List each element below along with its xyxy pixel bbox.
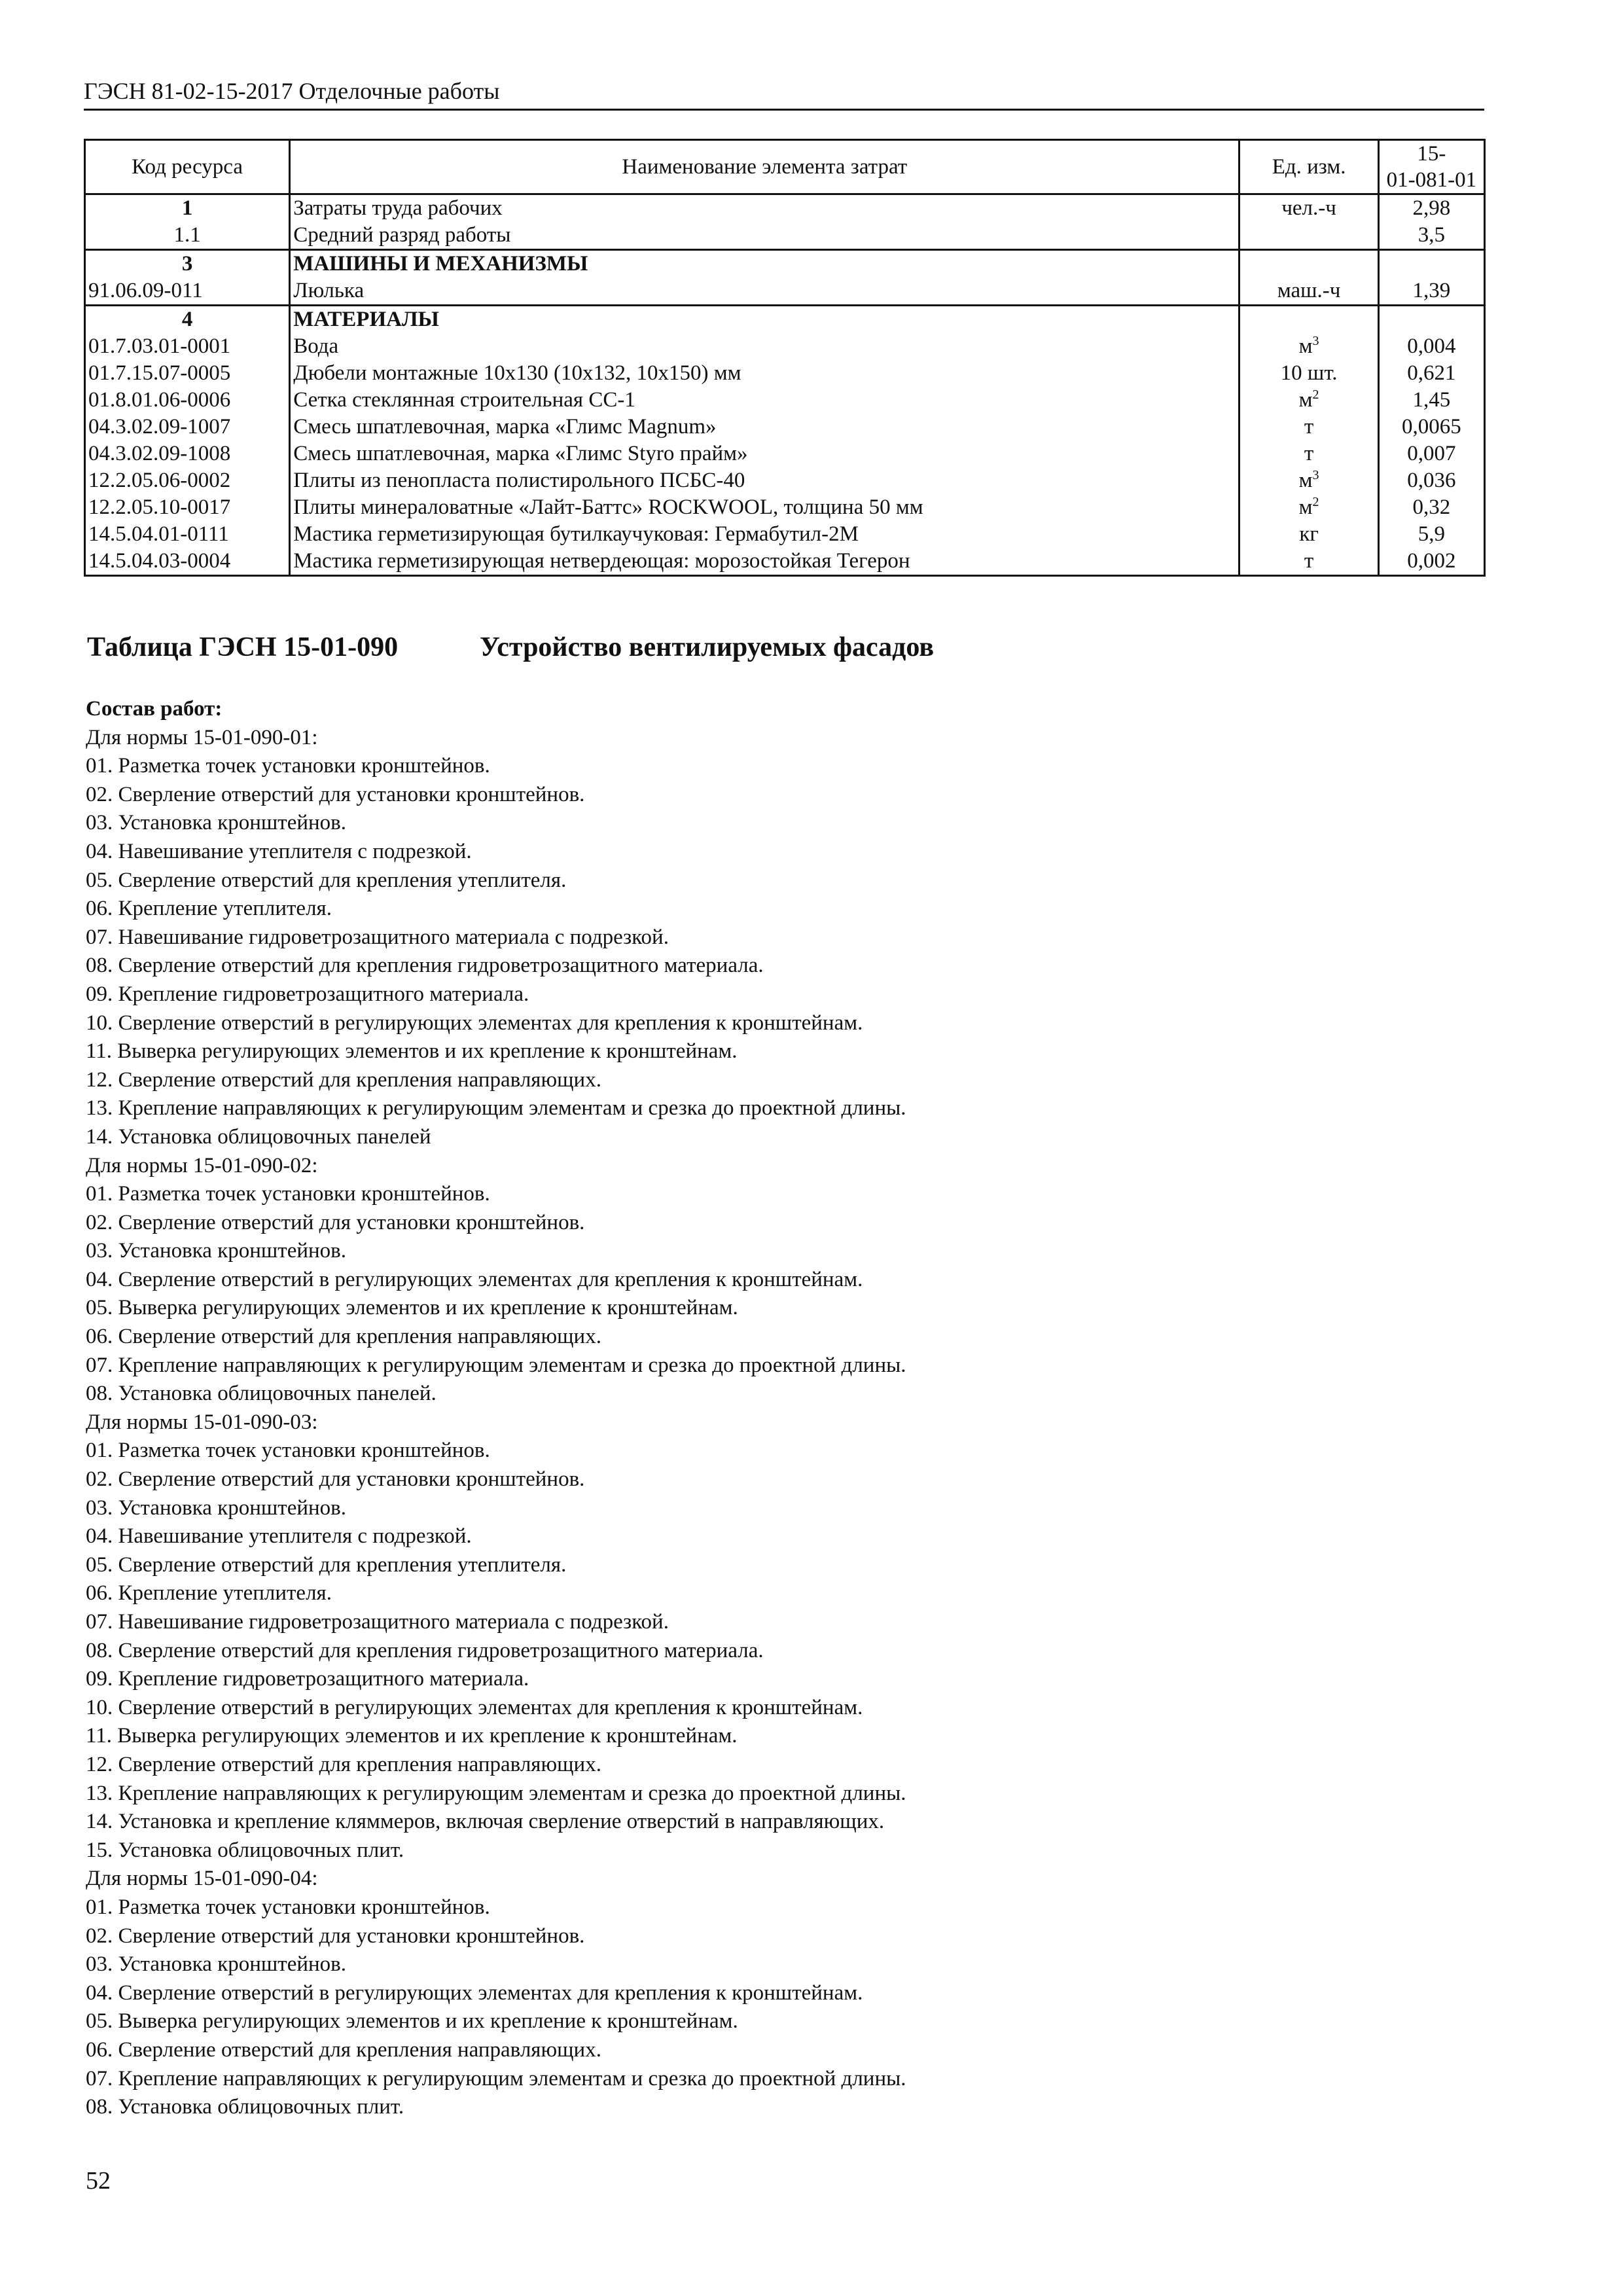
work-item: 14. Установка облицовочных панелей <box>86 1124 431 1149</box>
unit-cell: т <box>1240 414 1378 440</box>
table-row <box>85 222 1485 250</box>
value-cell: 2,98 <box>1378 194 1484 223</box>
work-item: 01. Разметка точек установки кронштейнов. <box>86 1182 490 1206</box>
work-item: 01. Разметка точек установки кронштейнов. <box>86 754 490 778</box>
resource-table <box>84 139 1486 577</box>
unit-cell: чел.-ч <box>1240 194 1378 223</box>
work-item: 13. Крепление направляющих к регулирующим элементам и срезка до проектной длины. <box>86 1096 906 1121</box>
value-cell: 1,45 <box>1378 387 1484 414</box>
work-item: 07. Крепление направляющих к регулирующим элементам и срезка до проектной длины. <box>86 2066 906 2090</box>
unit-cell: маш.-ч <box>1240 278 1378 306</box>
work-item: 08. Сверление отверстий для крепления гидроветрозащитного материала. <box>86 954 764 978</box>
work-item: 05. Выверка регулирующих элементов и их крепление к кронштейнам. <box>86 1296 738 1320</box>
name-cell: Смесь шпатлевочная, марка «Глимс Magnum» <box>290 414 1240 440</box>
value-cell <box>1378 250 1484 278</box>
norm-section-title: Для нормы 15-01-090-03: <box>86 1410 318 1434</box>
table-header-row <box>85 140 1485 194</box>
code-cell: 1.1 <box>85 222 290 250</box>
table-row <box>85 440 1485 467</box>
unit-cell <box>1240 306 1378 334</box>
work-composition <box>86 695 1486 2122</box>
code-cell: 01.7.15.07-0005 <box>85 360 290 387</box>
value-cell: 5,9 <box>1378 521 1484 548</box>
page-number: 52 <box>86 2167 111 2195</box>
work-item: 10. Сверление отверстий в регулирующих элементах для крепления к кронштейнам. <box>86 1695 863 1719</box>
table-row <box>85 278 1485 306</box>
value-cell: 1,39 <box>1378 278 1484 306</box>
norm-header-text: 15- 01-081-01 <box>1386 142 1477 192</box>
unit-cell: $м^2$ <box>1240 387 1378 414</box>
table-row <box>85 333 1485 360</box>
unit-cell: $м^2$ <box>1240 494 1378 521</box>
column-header-unit: Ед. изм. <box>1240 140 1378 194</box>
unit-cell <box>1240 222 1378 250</box>
column-header-name: Наименование элемента затрат <box>290 140 1240 194</box>
work-item: 10. Сверление отверстий в регулирующих элементах для крепления к кронштейнам. <box>86 1011 863 1035</box>
column-header-norm <box>1378 140 1484 194</box>
group-row <box>85 194 1485 223</box>
unit-cell: $м^3$ <box>1240 333 1378 360</box>
work-item: 02. Сверление отверстий для установки кронштейнов. <box>86 1210 585 1234</box>
group-title-cell: МАТЕРИАЛЫ <box>290 306 1240 334</box>
value-cell: 0,002 <box>1378 548 1484 576</box>
value-cell: 0,32 <box>1378 494 1484 521</box>
name-cell: Смесь шпатлевочная, марка «Глимс Styro прайм» <box>290 440 1240 467</box>
value-cell: 3,5 <box>1378 222 1484 250</box>
work-item: 08. Сверление отверстий для крепления гидроветрозащитного материала. <box>86 1638 764 1662</box>
work-item: 04. Сверление отверстий в регулирующих элементах для крепления к кронштейнам. <box>86 1981 863 2005</box>
code-cell: 01.7.03.01-0001 <box>85 333 290 360</box>
name-cell: Дюбели монтажные 10х130 (10х132, 10х150) мм <box>290 360 1240 387</box>
code-cell: 12.2.05.10-0017 <box>85 494 290 521</box>
group-row <box>85 250 1485 278</box>
unit-cell: 10 шт. <box>1240 360 1378 387</box>
unit-cell <box>1240 250 1378 278</box>
work-item: 13. Крепление направляющих к регулирующим элементам и срезка до проектной длины. <box>86 1781 906 1805</box>
work-item: 03. Установка кронштейнов. <box>86 1496 347 1520</box>
name-cell: Мастика герметизирующая бутилкаучуковая: Гермабутил-2М <box>290 521 1240 548</box>
name-cell: Люлька <box>290 278 1240 306</box>
code-cell: 01.8.01.06-0006 <box>85 387 290 414</box>
work-item: 04. Навешивание утеплителя с подрезкой. <box>86 839 472 863</box>
table-row <box>85 414 1485 440</box>
work-item: 06. Сверление отверстий для крепления направляющих. <box>86 1325 601 1349</box>
table-row <box>85 494 1485 521</box>
name-cell: Средний разряд работы <box>290 222 1240 250</box>
work-item: 05. Сверление отверстий для крепления утеплителя. <box>86 868 567 892</box>
work-item: 09. Крепление гидроветрозащитного материала. <box>86 982 529 1006</box>
group-title-cell: Затраты труда рабочих <box>290 194 1240 223</box>
work-item: 04. Сверление отверстий в регулирующих элементах для крепления к кронштейнам. <box>86 1267 863 1291</box>
table-row <box>85 387 1485 414</box>
value-cell <box>1378 306 1484 334</box>
name-cell: Вода <box>290 333 1240 360</box>
work-item: 02. Сверление отверстий для установки кронштейнов. <box>86 1467 585 1492</box>
table-row <box>85 467 1485 494</box>
table-number: Таблица ГЭСН 15-01-090 <box>87 632 399 662</box>
value-cell: 0,036 <box>1378 467 1484 494</box>
name-cell: Мастика герметизирующая нетвердеющая: морозостойкая Тегерон <box>290 548 1240 576</box>
code-cell: 12.2.05.06-0002 <box>85 467 290 494</box>
name-cell: Плиты минераловатные «Лайт-Баттс» ROCKWOOL, толщина 50 мм <box>290 494 1240 521</box>
document-title: ГЭСН 81-02-15-2017 Отделочные работы <box>84 78 500 104</box>
group-code-cell: 1 <box>85 194 290 223</box>
code-cell: 14.5.04.01-0111 <box>85 521 290 548</box>
work-item: 12. Сверление отверстий для крепления направляющих. <box>86 1067 601 1092</box>
value-cell: 0,621 <box>1378 360 1484 387</box>
work-item: 11. Выверка регулирующих элементов и их крепление к кронштейнам. <box>86 1724 738 1748</box>
name-cell: Сетка стеклянная строительная СС-1 <box>290 387 1240 414</box>
work-item: 08. Установка облицовочных панелей. <box>86 1382 437 1406</box>
group-row <box>85 306 1485 334</box>
page-header <box>84 73 1484 111</box>
code-cell: 91.06.09-011 <box>85 278 290 306</box>
unit-cell: кг <box>1240 521 1378 548</box>
work-item: 02. Сверление отверстий для установки кронштейнов. <box>86 1924 585 1948</box>
norm-section-title: Для нормы 15-01-090-04: <box>86 1867 318 1891</box>
work-item: 05. Сверление отверстий для крепления утеплителя. <box>86 1552 567 1577</box>
work-item: 06. Сверление отверстий для крепления направляющих. <box>86 2037 601 2062</box>
norm-section-title: Для нормы 15-01-090-01: <box>86 725 318 749</box>
work-item: 07. Навешивание гидроветрозащитного материала с подрезкой. <box>86 925 669 949</box>
name-cell: Плиты из пенопласта полистирольного ПСБС-40 <box>290 467 1240 494</box>
unit-cell: т <box>1240 548 1378 576</box>
table-row <box>85 548 1485 576</box>
resource-table-body <box>85 194 1485 576</box>
work-item: 01. Разметка точек установки кронштейнов. <box>86 1439 490 1463</box>
group-title-cell: МАШИНЫ И МЕХАНИЗМЫ <box>290 250 1240 278</box>
work-item: 02. Сверление отверстий для установки кронштейнов. <box>86 782 585 806</box>
group-code-cell: 3 <box>85 250 290 278</box>
value-cell: 0,004 <box>1378 333 1484 360</box>
work-item: 01. Разметка точек установки кронштейнов. <box>86 1895 490 1919</box>
work-item: 05. Выверка регулирующих элементов и их крепление к кронштейнам. <box>86 2009 738 2034</box>
table-name: Устройство вентилируемых фасадов <box>480 632 935 662</box>
work-item: 03. Установка кронштейнов. <box>86 811 347 835</box>
value-cell: 0,0065 <box>1378 414 1484 440</box>
work-item: 06. Крепление утеплителя. <box>86 1581 332 1605</box>
work-item: 14. Установка и крепление кляммеров, включая сверление отверстий в направляющих. <box>86 1810 885 1834</box>
value-cell: 0,007 <box>1378 440 1484 467</box>
unit-cell: т <box>1240 440 1378 467</box>
norm-section-title: Для нормы 15-01-090-02: <box>86 1153 318 1177</box>
table-row <box>85 521 1485 548</box>
unit-cell: $м^3$ <box>1240 467 1378 494</box>
work-item: 11. Выверка регулирующих элементов и их крепление к кронштейнам. <box>86 1039 738 1064</box>
work-item: 07. Навешивание гидроветрозащитного материала с подрезкой. <box>86 1610 669 1634</box>
work-item: 15. Установка облицовочных плит. <box>86 1838 404 1862</box>
code-cell: 14.5.04.03-0004 <box>85 548 290 576</box>
table-row <box>85 360 1485 387</box>
work-item: 09. Крепление гидроветрозащитного материала. <box>86 1667 529 1691</box>
work-sections <box>86 724 1486 2122</box>
group-code-cell: 4 <box>85 306 290 334</box>
work-item: 08. Установка облицовочных плит. <box>86 2095 404 2119</box>
work-item: 06. Крепление утеплителя. <box>86 897 332 921</box>
work-item: 12. Сверление отверстий для крепления направляющих. <box>86 1752 601 1776</box>
code-cell: 04.3.02.09-1008 <box>85 440 290 467</box>
work-item: 04. Навешивание утеплителя с подрезкой. <box>86 1524 472 1549</box>
table-title <box>87 632 934 663</box>
work-item: 03. Установка кронштейнов. <box>86 1952 347 1977</box>
work-composition-heading: Состав работ: <box>86 697 223 721</box>
code-cell: 04.3.02.09-1007 <box>85 414 290 440</box>
column-header-code: Код ресурса <box>85 140 290 194</box>
work-item: 07. Крепление направляющих к регулирующим элементам и срезка до проектной длины. <box>86 1353 906 1377</box>
work-item: 03. Установка кронштейнов. <box>86 1239 347 1263</box>
